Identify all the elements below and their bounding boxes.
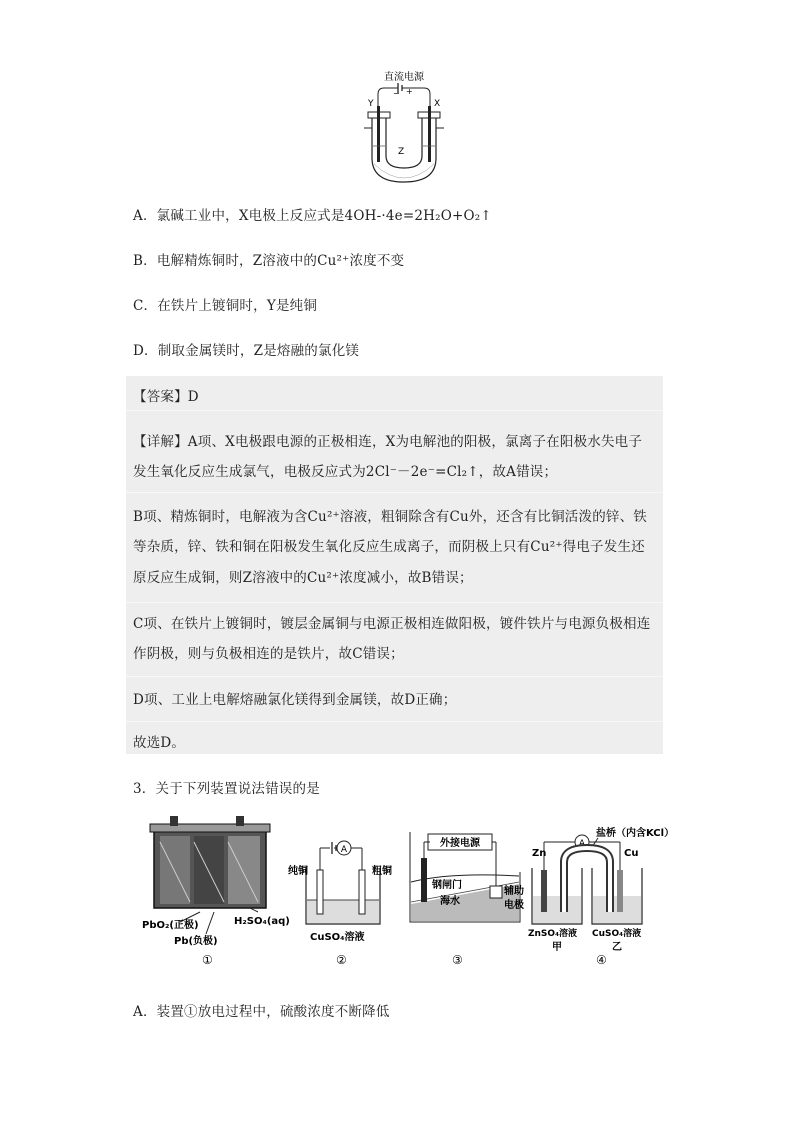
- electrode-x-label: X: [434, 99, 441, 109]
- cu-label: Cu: [624, 848, 639, 859]
- h2so4-label: H₂SO₄(aq): [234, 916, 290, 927]
- device-4-galvanic-cell: [528, 826, 674, 967]
- auxiliary-label-1: 辅助: [504, 886, 524, 897]
- explanation-line: B项、精炼铜时，电解液为含Cu²⁺溶液，粗铜除含有Cu外，还含有比铜活泼的锌、铁: [133, 509, 648, 525]
- explanation-line: 【详解】A项、X电极跟电源的正极相连，X为电解池的阳极，氯离子在阳极水失电子: [133, 434, 643, 450]
- pbo2-label: PbO₂(正极): [142, 920, 199, 931]
- cuso4-solution-label: CuSO₄溶液: [310, 932, 365, 943]
- explanation-line: 作阴极，则与负极相连的是铁片，故C错误；: [133, 646, 404, 662]
- electrolysis-u-tube-figure: [364, 68, 444, 188]
- auxiliary-label-2: 电极: [504, 900, 524, 911]
- electrode-y-label: Y: [368, 99, 374, 109]
- seawater-label: 海水: [440, 896, 460, 907]
- explanation-line: D项、工业上电解熔融氯化镁得到金属镁，故D正确；: [133, 692, 457, 708]
- pure-copper-label: 纯铜: [288, 866, 308, 877]
- znso4-solution-label: ZnSO₄溶液: [528, 929, 578, 939]
- device-1-number: ①: [202, 953, 213, 967]
- steel-gate-label: 钢闸门: [432, 880, 462, 891]
- devices-figure: [140, 812, 680, 970]
- explanation-line: C项、在铁片上镀铜时，镀层金属铜与电源正极相连做阳极，镀件铁片与电源负极相连: [133, 616, 651, 632]
- explanation-line: 原反应生成铜，则Z溶液中的Cu²⁺浓度减小，故B错误；: [133, 570, 473, 586]
- ammeter-a-label-4: A: [578, 839, 586, 849]
- device-3-number: ③: [452, 953, 463, 967]
- cuso4-solution-label-4: CuSO₄溶液: [592, 929, 642, 939]
- option-b: B．电解精炼铜时，Z溶液中的Cu²⁺浓度不变: [133, 253, 405, 269]
- minus-sign: −: [393, 89, 400, 98]
- question-3-option-a: A．装置①放电过程中，硫酸浓度不断降低: [133, 1004, 390, 1020]
- explanation-line: 等杂质，锌、铁和铜在阳极发生氧化反应生成离子，而阴极上只有Cu²⁺得电子发生还: [133, 539, 645, 555]
- power-source-label: 直流电源: [384, 72, 424, 83]
- option-d: D．制取金属镁时，Z是熔融的氯化镁: [133, 343, 360, 359]
- beaker-yi-label: 乙: [612, 942, 622, 953]
- device-1-lead-acid-battery: [142, 816, 290, 967]
- crude-copper-label: 粗铜: [372, 866, 392, 877]
- device-2-number: ②: [336, 953, 347, 967]
- explanation-line: 发生氧化反应生成氯气，电极反应式为2Cl⁻－2e⁻=Cl₂↑，故A错误；: [133, 464, 558, 480]
- plus-sign: +: [406, 87, 413, 96]
- device-4-number: ④: [596, 953, 607, 967]
- external-power-label: 外接电源: [440, 838, 480, 849]
- solution-z-label: Z: [398, 147, 405, 157]
- option-a: A．氯碱工业中，X电极上反应式是4OH-·4e=2H₂O+O₂↑: [133, 208, 492, 224]
- salt-bridge-label: 盐桥（内含KCl）: [596, 828, 675, 839]
- device-2-copper-refining: [288, 841, 392, 967]
- zn-label: Zn: [532, 848, 547, 859]
- answer-label: 【答案】D: [133, 389, 199, 405]
- question-3-stem: 3．关于下列装置说法错误的是: [133, 781, 320, 797]
- pb-label: Pb(负极): [174, 936, 218, 947]
- option-c: C．在铁片上镀铜时，Y是纯铜: [133, 298, 318, 314]
- device-3-cathodic-protection: [410, 832, 524, 967]
- explanation-line: 故选D。: [133, 735, 186, 751]
- ammeter-a-label: A: [340, 845, 348, 855]
- beaker-jia-label: 甲: [552, 942, 562, 953]
